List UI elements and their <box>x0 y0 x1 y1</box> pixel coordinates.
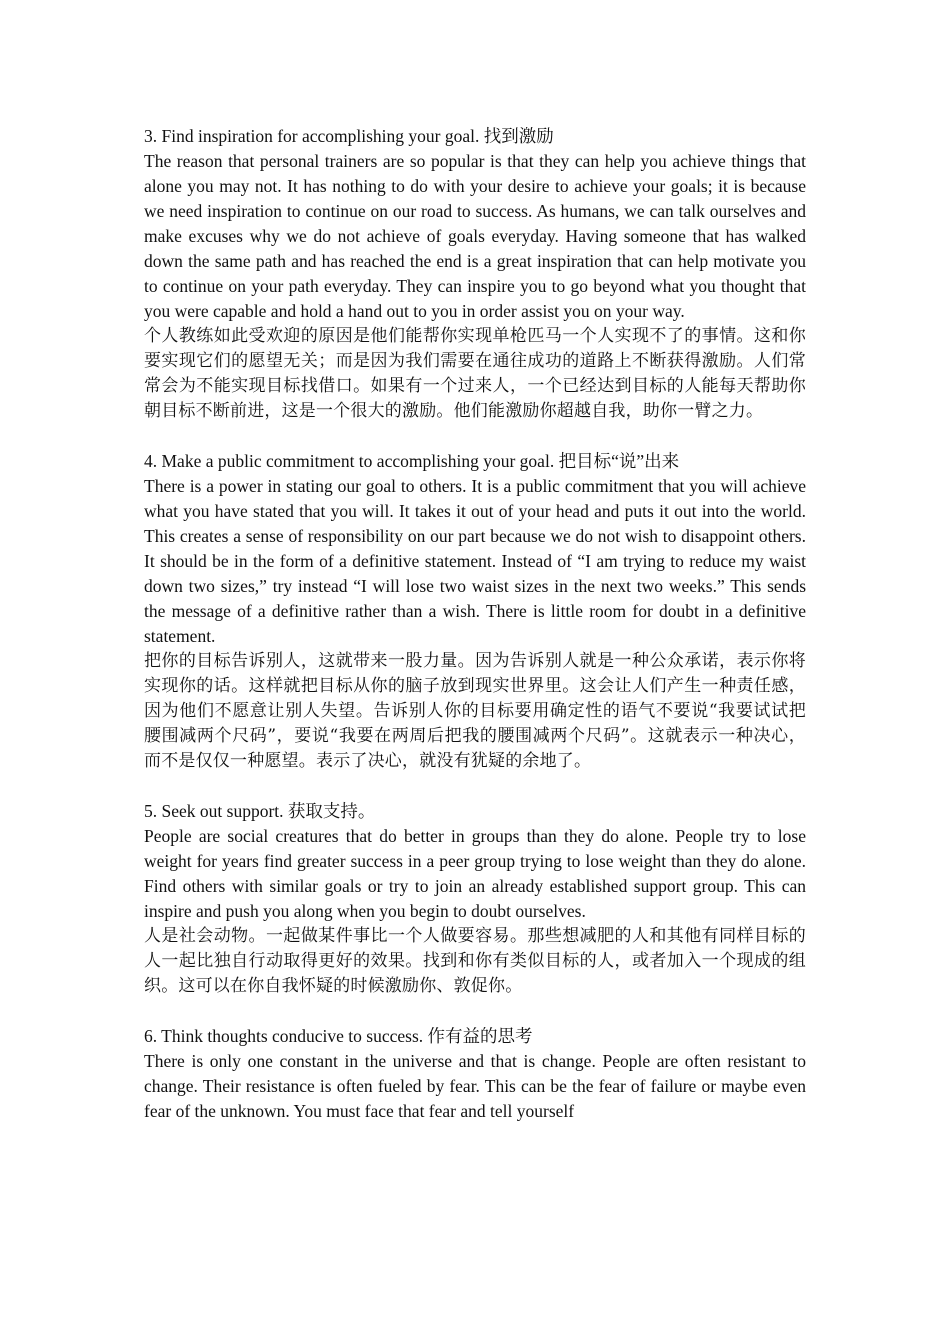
section-4 <box>144 449 806 774</box>
chinese-paragraph: 个人教练如此受欢迎的原因是他们能帮你实现单枪匹马一个人实现不了的事情。这和你要实现它们的愿望无关；而是因为我们需要在通往成功的道路上不断获得激励。人们常常会为不能实现目标找借口。如果有一个过来人，一个已经达到目标的人能每天帮助你朝目标不断前进，这是一个很大的激励。他们能激励你超越自我，助你一臂之力。 <box>144 326 806 421</box>
section-3 <box>144 124 806 424</box>
english-paragraph: The reason that personal trainers are so popular is that they can help you achieve things that alone you may not. It has nothing to do with your desire to achieve your goals; it is because we need inspiration to continue on our road to success. As humans, we can talk ourselves and make excuses why we do not achieve of goals everyday. Having someone that has walked down the same path and has reached the end is a great inspiration that can help motivate you to continue on your path everyday. They can inspire you to go beyond what you thought that you were capable and hold a hand out to you in order assist you on your way. <box>144 151 806 321</box>
paragraph-gap <box>144 999 806 1024</box>
document-page <box>144 124 806 1124</box>
section-6 <box>144 1024 806 1124</box>
section-heading: 6. Think thoughts conducive to success. 作有益的思考 <box>144 1026 533 1046</box>
section-5 <box>144 799 806 999</box>
paragraph-gap <box>144 424 806 449</box>
section-heading: 4. Make a public commitment to accomplishing your goal. 把目标“说”出来 <box>144 451 680 471</box>
english-paragraph: There is only one constant in the universe and that is change. People are often resistant to change. Their resistance is often fueled by fear. This can be the fear of failure or maybe even fear of the unknown. You must face that fear and tell yourself <box>144 1051 806 1121</box>
section-heading: 3. Find inspiration for accomplishing your goal. 找到激励 <box>144 126 554 146</box>
chinese-paragraph: 把你的目标告诉别人，这就带来一股力量。因为告诉别人就是一种公众承诺，表示你将实现你的话。这样就把目标从你的脑子放到现实世界里。这会让人们产生一种责任感，因为他们不愿意让别人失望。告诉别人你的目标要用确定性的语气不要说“我要试试把腰围减两个尺码”，要说“我要在两周后把我的腰围减两个尺码”。这就表示一种决心，而不是仅仅一种愿望。表示了决心，就没有犹疑的余地了。 <box>144 651 806 771</box>
section-heading: 5. Seek out support. 获取支持。 <box>144 801 376 821</box>
paragraph-gap <box>144 774 806 799</box>
chinese-paragraph: 人是社会动物。一起做某件事比一个人做要容易。那些想减肥的人和其他有同样目标的人一起比独自行动取得更好的效果。找到和你有类似目标的人，或者加入一个现成的组织。这可以在你自我怀疑的时候激励你、敦促你。 <box>144 926 806 996</box>
english-paragraph: There is a power in stating our goal to others. It is a public commitment that you will achieve what you have stated that you will. It takes it out of your head and puts it out into the world. This creates a sense of responsibility on our part because we do not wish to disappoint others. It should be in the form of a definitive statement. Instead of “I am trying to reduce my waist down two sizes,” try instead “I will lose two waist sizes in the next two weeks.” This sends the message of a definitive rather than a wish. There is little room for doubt in a definitive statement. <box>144 476 806 646</box>
english-paragraph: People are social creatures that do better in groups than they do alone. People try to lose weight for years find greater success in a peer group trying to lose weight than they do alone. Find others with similar goals or try to join an already established support group. This can inspire and push you along when you begin to doubt ourselves. <box>144 826 806 921</box>
